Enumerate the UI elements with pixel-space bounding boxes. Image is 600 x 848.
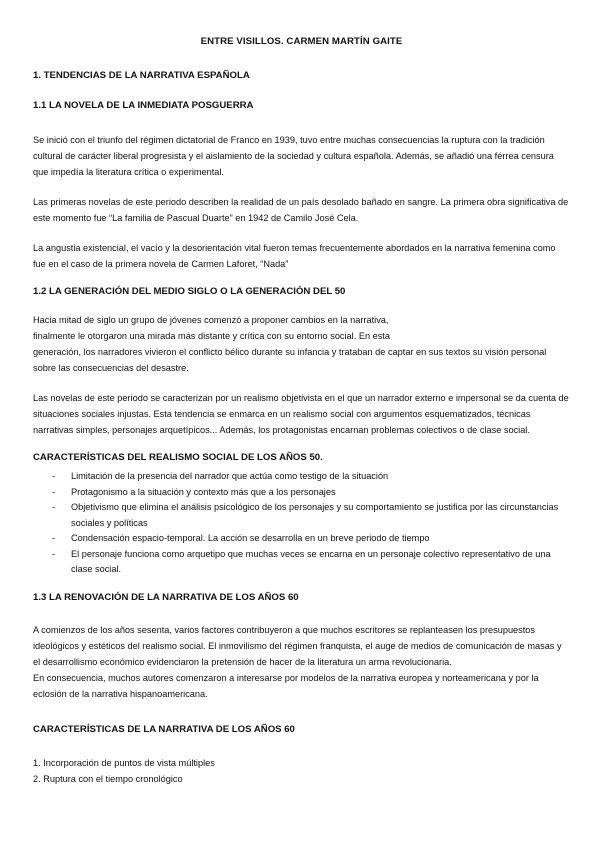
paragraph: Las novelas de este periodo se caracterizan por un realismo objetivista en el que un narrador externo e impersonal se da cuenta de situaciones sociales injustas. Esta tendencia se enmarca en un realismo social con argumentos esquematizados, técnicas narrativas simples, personajes arquetípicos... Además, los protagonistas encarnan problemas colectivos o de clase social. bbox=[33, 393, 569, 435]
paragraph-line: generación, los narradores vivieron el conflicto bélico durante su infancia y trataban de captar en sus textos su visión personal sobre las consecuencias del desastre. bbox=[33, 347, 547, 373]
paragraph-line: finalmente le otorgaron una mirada más distante y crítica con su entorno social. En esta bbox=[33, 331, 390, 341]
paragraph: A comienzos de los años sesenta, varios factores contribuyeron a que muchos escritores se replanteasen los presupuestos ideológicos y estéticos del realismo social. El inmovilismo del régimen franquista, el auge de medios de comunicación de masas y el desarrollismo económico evidenciaron la pretensión de hacer de la literatura un arma revolucionaria. bbox=[33, 624, 562, 667]
characteristics-50-heading: CARACTERÍSTICAS DEL REALISMO SOCIAL DE LOS AÑOS 50. bbox=[33, 452, 323, 463]
section-1-2-heading: 1.2 LA GENERACIÓN DEL MEDIO SIGLO O LA GENERACIÓN DEL 50 bbox=[33, 286, 346, 297]
list-item: - Condensación espacio-temporal. La acción se desarrolla en un breve periodo de tiempo bbox=[33, 531, 570, 547]
paragraph bbox=[33, 312, 570, 376]
list-item: - Objetivismo que elimina el análisis psicológico de los personajes y su comportamiento se justifica por las circunstancias sociales y políticas bbox=[33, 500, 570, 531]
document-title: ENTRE VISILLOS. CARMEN MARTÍN GAITE bbox=[200, 36, 403, 47]
characteristics-60-list bbox=[33, 755, 570, 787]
section-1-heading: 1. TENDENCIAS DE LA NARRATIVA ESPAÑOLA bbox=[33, 70, 250, 81]
paragraph-line: Hacia mitad de siglo un grupo de jóvenes comenzó a proponer cambios en la narrativa, bbox=[33, 315, 389, 325]
section-1-1-heading: 1.1 LA NOVELA DE LA INMEDIATA POSGUERRA bbox=[33, 100, 254, 111]
list-item: - Limitación de la presencia del narrador que actúa como testigo de la situación bbox=[33, 469, 570, 485]
list-item: 2. Ruptura con el tiempo cronológico bbox=[33, 773, 183, 784]
paragraph: En consecuencia, muchos autores comenzaron a interesarse por modelos de la narrativa europea y norteamericana y por la eclosión de la narrativa hispanoamericana. bbox=[33, 672, 539, 699]
list-item: - El personaje funciona como arquetipo que muchas veces se encarna en un personaje colectivo representativo de una clase social. bbox=[33, 547, 570, 578]
paragraph: La angustia existencial, el vacío y la desorientación vital fueron temas frecuentemente abordados en la narrativa femenina como fue en el caso de la primera novela de Carmen Laforet, “Nada” bbox=[33, 243, 556, 269]
list-item: 1. Incorporación de puntos de vista múltiples bbox=[33, 757, 215, 768]
characteristics-60-heading: CARACTERÍSTICAS DE LA NARRATIVA DE LOS AÑOS 60 bbox=[33, 723, 295, 735]
list-item: - Protagonismo a la situación y contexto más que a los personajes bbox=[33, 485, 570, 501]
paragraph: Las primeras novelas de este periodo describen la realidad de un país desolado bañado en sangre. La primera obra significativa de este momento fue “La familia de Pascual Duarte” en 1942 de Camilo José Cela. bbox=[33, 197, 569, 223]
characteristics-50-list bbox=[33, 469, 570, 578]
section-1-3-heading: 1.3 LA RENOVACIÓN DE LA NARRATIVA DE LOS AÑOS 60 bbox=[33, 591, 299, 603]
paragraph: Se inició con el triunfo del régimen dictatorial de Franco en 1939, tuvo entre muchas consecuencias la ruptura con la tradición cultural de carácter liberal progresista y el aislamiento de la sociedad y cultura española. Además, se añadió una férrea censura que impedía la literatura crítica o experimental. bbox=[33, 135, 554, 177]
